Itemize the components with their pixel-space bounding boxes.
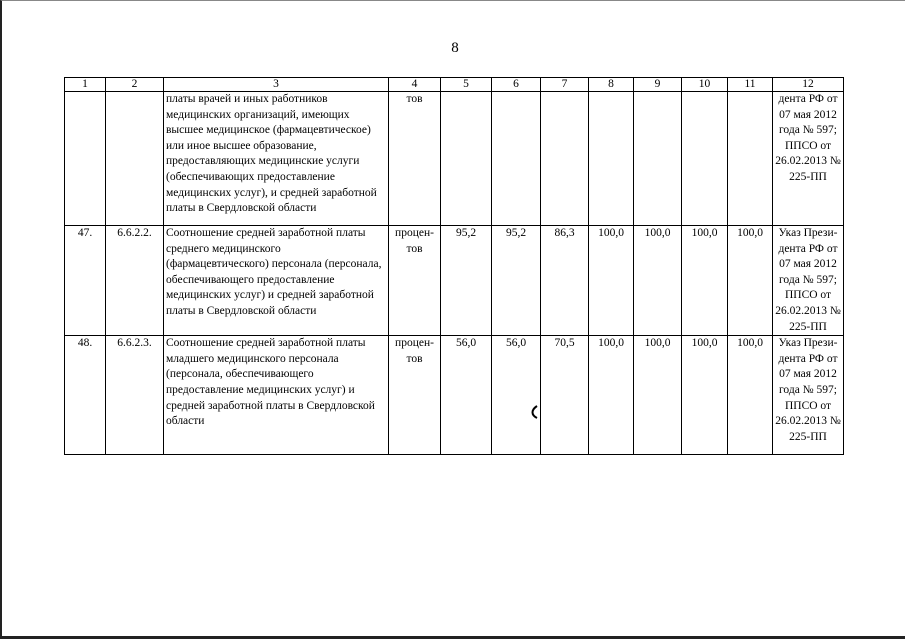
value-cell xyxy=(492,92,541,226)
value-cell: 95,2 xyxy=(441,226,492,336)
header-cell: 5 xyxy=(441,78,492,92)
page-bottom-edge xyxy=(0,636,905,639)
document-ref: Указ Прези-дента РФ от 07 мая 2012 года № 597; ППСО от 26.02.2013 № 225-ПП xyxy=(773,226,844,336)
scan-artifact-mark xyxy=(528,404,540,420)
header-cell: 9 xyxy=(634,78,682,92)
header-cell: 10 xyxy=(682,78,728,92)
header-cell: 2 xyxy=(106,78,164,92)
value-cell: 100,0 xyxy=(589,336,634,455)
value-cell xyxy=(634,92,682,226)
header-cell: 6 xyxy=(492,78,541,92)
value-cell: 100,0 xyxy=(728,336,773,455)
indicator-text: Соотношение средней заработной платы среднего медицинского (фармацевтического) персонала (персонала, обеспечивающего предоставление медицинских услуг) и средней заработной платы в Свердловской области xyxy=(164,226,389,336)
value-cell: 56,0 xyxy=(492,336,541,455)
value-cell xyxy=(541,92,589,226)
value-cell: 56,0 xyxy=(441,336,492,455)
value-cell xyxy=(441,92,492,226)
table-row xyxy=(65,226,844,336)
row-number: 48. xyxy=(65,336,106,455)
indicator-text: платы врачей и иных работников медицинских организаций, имеющих высшее медицинское (фармацевтическое) или иное высшее образование, предоставляющих медицинские услуги (обеспечивающих предоставление медицинских услуг), и средней заработной платы в Свердловской области xyxy=(164,92,389,226)
document-ref: Указ Прези-дента РФ от 07 мая 2012 года № 597; ППСО от 26.02.2013 № 225-ПП xyxy=(773,336,844,455)
table-row xyxy=(65,92,844,226)
value-cell: 95,2 xyxy=(492,226,541,336)
header-cell: 12 xyxy=(773,78,844,92)
row-code xyxy=(106,92,164,226)
header-row xyxy=(65,78,844,92)
value-cell xyxy=(589,92,634,226)
header-cell: 1 xyxy=(65,78,106,92)
value-cell xyxy=(682,92,728,226)
header-cell: 7 xyxy=(541,78,589,92)
value-cell: 100,0 xyxy=(682,226,728,336)
indicators-table xyxy=(64,77,844,455)
value-cell: 86,3 xyxy=(541,226,589,336)
value-cell: 100,0 xyxy=(634,226,682,336)
row-code: 6.6.2.3. xyxy=(106,336,164,455)
value-cell: 100,0 xyxy=(728,226,773,336)
header-cell: 4 xyxy=(389,78,441,92)
row-code: 6.6.2.2. xyxy=(106,226,164,336)
unit-cell: процен-тов xyxy=(389,336,441,455)
table-row xyxy=(65,336,844,455)
row-number: 47. xyxy=(65,226,106,336)
value-cell xyxy=(728,92,773,226)
value-cell: 100,0 xyxy=(634,336,682,455)
unit-cell: тов xyxy=(389,92,441,226)
header-cell: 11 xyxy=(728,78,773,92)
value-cell: 100,0 xyxy=(589,226,634,336)
indicator-text: Соотношение средней заработной платы младшего медицинского персонала (персонала, обеспечивающего предоставление медицинских услуг) и средней заработной платы в Свердловской области xyxy=(164,336,389,455)
value-cell: 100,0 xyxy=(682,336,728,455)
page-number: 8 xyxy=(451,40,459,56)
value-cell: 70,5 xyxy=(541,336,589,455)
unit-cell: процен-тов xyxy=(389,226,441,336)
document-ref: дента РФ от 07 мая 2012 года № 597; ППСО от 26.02.2013 № 225-ПП xyxy=(773,92,844,226)
header-cell: 8 xyxy=(589,78,634,92)
header-cell: 3 xyxy=(164,78,389,92)
row-number xyxy=(65,92,106,226)
